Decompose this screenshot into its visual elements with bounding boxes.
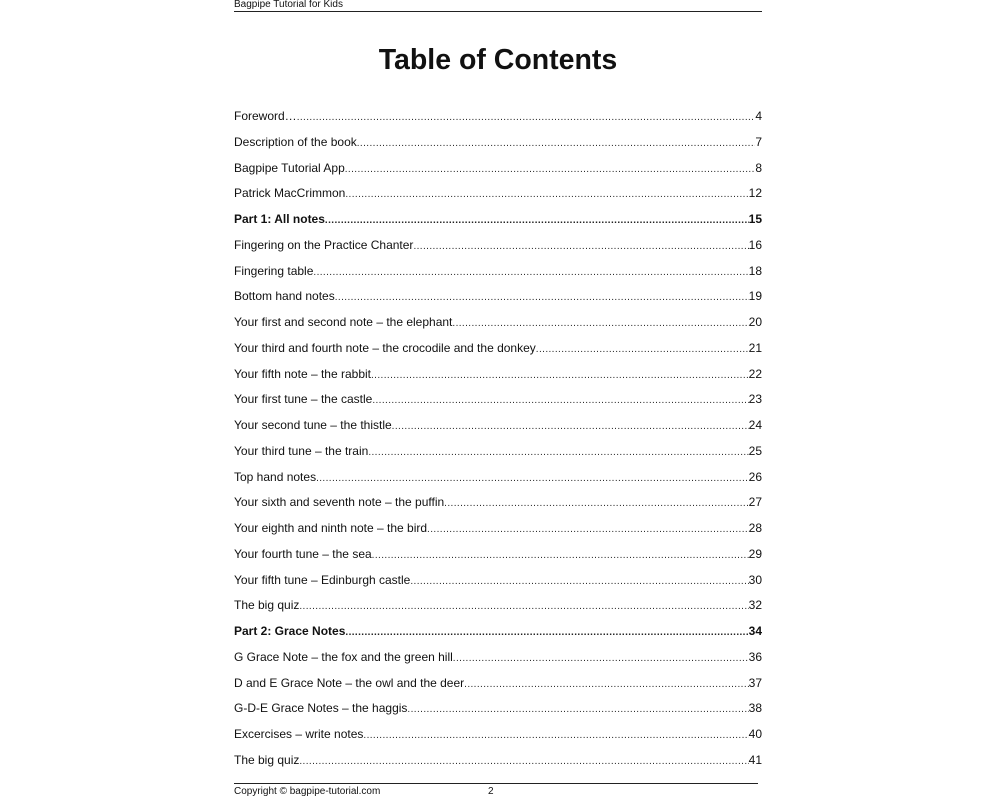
dot-leader xyxy=(297,110,756,126)
toc-entry-title: Your third and fourth note – the crocodile and the donkey xyxy=(234,340,536,355)
toc-entry[interactable] xyxy=(234,700,762,726)
toc-entry[interactable] xyxy=(234,520,762,546)
toc-entry-page-number: 40 xyxy=(748,727,762,741)
running-header: Bagpipe Tutorial for Kids xyxy=(234,0,762,12)
toc-entry[interactable] xyxy=(234,443,762,469)
toc-entry-page-number: 24 xyxy=(748,418,762,432)
toc-entry[interactable] xyxy=(234,623,762,649)
table-of-contents xyxy=(234,108,762,778)
toc-entry-page-number: 8 xyxy=(755,160,762,175)
toc-entry-page-number: 29 xyxy=(748,546,762,561)
toc-entry-title: Top hand notes xyxy=(234,469,317,484)
dot-leader xyxy=(410,574,748,590)
toc-entry[interactable] xyxy=(234,211,762,237)
toc-entry-page-number: 15 xyxy=(748,212,762,226)
toc-entry-title: Patrick MacCrimmon xyxy=(234,186,346,201)
dot-leader xyxy=(345,187,748,203)
footer-page-number: 2 xyxy=(488,786,494,797)
toc-entry[interactable] xyxy=(234,288,762,314)
toc-entry-title: Part 1: All notes xyxy=(234,212,325,226)
page-title: Table of Contents xyxy=(378,44,618,76)
toc-entry[interactable] xyxy=(234,469,762,495)
toc-entry-title: Fingering table xyxy=(234,263,314,278)
toc-entry-title: D and E Grace Note – the owl and the deer xyxy=(234,675,465,690)
toc-entry[interactable] xyxy=(234,546,762,572)
toc-entry-title: Bottom hand notes xyxy=(234,289,335,304)
toc-entry[interactable] xyxy=(234,340,762,366)
toc-entry-page-number: 7 xyxy=(755,134,762,149)
toc-entry-title: Fingering on the Practice Chanter xyxy=(234,237,414,252)
toc-entry[interactable] xyxy=(234,185,762,211)
dot-leader xyxy=(363,728,748,744)
toc-entry-title: Your second tune – the thistle xyxy=(234,418,392,432)
toc-entry[interactable] xyxy=(234,494,762,520)
toc-entry[interactable] xyxy=(234,391,762,417)
toc-entry[interactable] xyxy=(234,572,762,598)
dot-leader xyxy=(452,316,748,332)
dot-leader xyxy=(345,162,756,178)
toc-entry[interactable] xyxy=(234,263,762,289)
toc-entry-page-number: 25 xyxy=(748,443,762,458)
toc-entry[interactable] xyxy=(234,726,762,752)
toc-entry-title: Bagpipe Tutorial App xyxy=(234,160,345,175)
toc-entry-page-number: 36 xyxy=(748,649,762,664)
toc-entry-page-number: 12 xyxy=(748,186,762,201)
toc-entry-title: G-D-E Grace Notes – the haggis xyxy=(234,701,408,716)
toc-entry-page-number: 4 xyxy=(755,109,762,123)
dot-leader xyxy=(453,651,749,667)
toc-entry-page-number: 23 xyxy=(748,392,762,407)
toc-entry[interactable] xyxy=(234,314,762,340)
toc-entry-title: The big quiz xyxy=(234,598,300,613)
toc-entry-title: Description of the book xyxy=(234,134,357,149)
footer-copyright: Copyright © bagpipe-tutorial.com xyxy=(234,786,381,797)
toc-entry-title: Your third tune – the train xyxy=(234,443,369,458)
toc-entry[interactable] xyxy=(234,752,762,778)
dot-leader xyxy=(299,754,748,770)
dot-leader xyxy=(407,702,748,718)
dot-leader xyxy=(335,290,749,306)
toc-entry-page-number: 18 xyxy=(748,263,762,278)
toc-entry-title: The big quiz xyxy=(234,752,300,767)
toc-entry[interactable] xyxy=(234,108,762,134)
dot-leader xyxy=(299,599,748,615)
dot-leader xyxy=(357,136,756,152)
toc-entry-title: Your fifth tune – Edinburgh castle xyxy=(234,572,411,587)
dot-leader xyxy=(392,419,749,435)
dot-leader xyxy=(371,368,749,384)
dot-leader xyxy=(345,625,748,641)
toc-entry[interactable] xyxy=(234,160,762,186)
toc-entry-title: Part 2: Grace Notes xyxy=(234,624,346,638)
toc-entry-page-number: 26 xyxy=(748,469,762,484)
toc-entry-title: Your fifth note – the rabbit xyxy=(234,366,371,381)
toc-entry[interactable] xyxy=(234,597,762,623)
toc-entry-title: Foreword… xyxy=(234,109,297,123)
toc-entry[interactable] xyxy=(234,134,762,160)
toc-entry[interactable] xyxy=(234,649,762,675)
dot-leader xyxy=(444,496,748,512)
dot-leader xyxy=(325,213,749,229)
toc-entry-page-number: 16 xyxy=(748,237,762,252)
toc-entry-page-number: 41 xyxy=(748,752,762,767)
dot-leader xyxy=(536,342,749,358)
toc-entry-page-number: 20 xyxy=(748,315,762,329)
toc-entry-page-number: 38 xyxy=(748,701,762,716)
toc-entry-page-number: 34 xyxy=(748,624,762,638)
toc-entry[interactable] xyxy=(234,237,762,263)
toc-entry-title: Your first tune – the castle xyxy=(234,392,373,407)
dot-leader xyxy=(313,265,748,281)
toc-entry[interactable] xyxy=(234,366,762,392)
toc-entry-title: Your sixth and seventh note – the puffin xyxy=(234,495,445,510)
toc-entry-title: Your eighth and ninth note – the bird xyxy=(234,521,428,535)
toc-entry-title: G Grace Note – the fox and the green hill xyxy=(234,649,453,664)
toc-entry-page-number: 37 xyxy=(748,675,762,690)
toc-entry-title: Excercises – write notes xyxy=(234,727,364,741)
page-footer xyxy=(234,783,758,797)
toc-entry-page-number: 27 xyxy=(748,495,762,510)
dot-leader xyxy=(464,677,749,693)
toc-entry-page-number: 30 xyxy=(748,572,762,587)
dot-leader xyxy=(372,548,749,564)
toc-entry-page-number: 21 xyxy=(748,340,762,355)
toc-entry[interactable] xyxy=(234,417,762,443)
toc-entry-page-number: 32 xyxy=(748,598,762,613)
dot-leader xyxy=(316,471,749,487)
dot-leader xyxy=(413,239,748,255)
toc-entry-title: Your first and second note – the elephant xyxy=(234,315,453,329)
dot-leader xyxy=(427,522,749,538)
toc-entry[interactable] xyxy=(234,675,762,701)
toc-entry-page-number: 28 xyxy=(748,521,762,535)
toc-entry-page-number: 19 xyxy=(748,289,762,304)
dot-leader xyxy=(372,393,748,409)
toc-entry-page-number: 22 xyxy=(748,366,762,381)
toc-entry-title: Your fourth tune – the sea xyxy=(234,546,372,561)
dot-leader xyxy=(368,445,748,461)
